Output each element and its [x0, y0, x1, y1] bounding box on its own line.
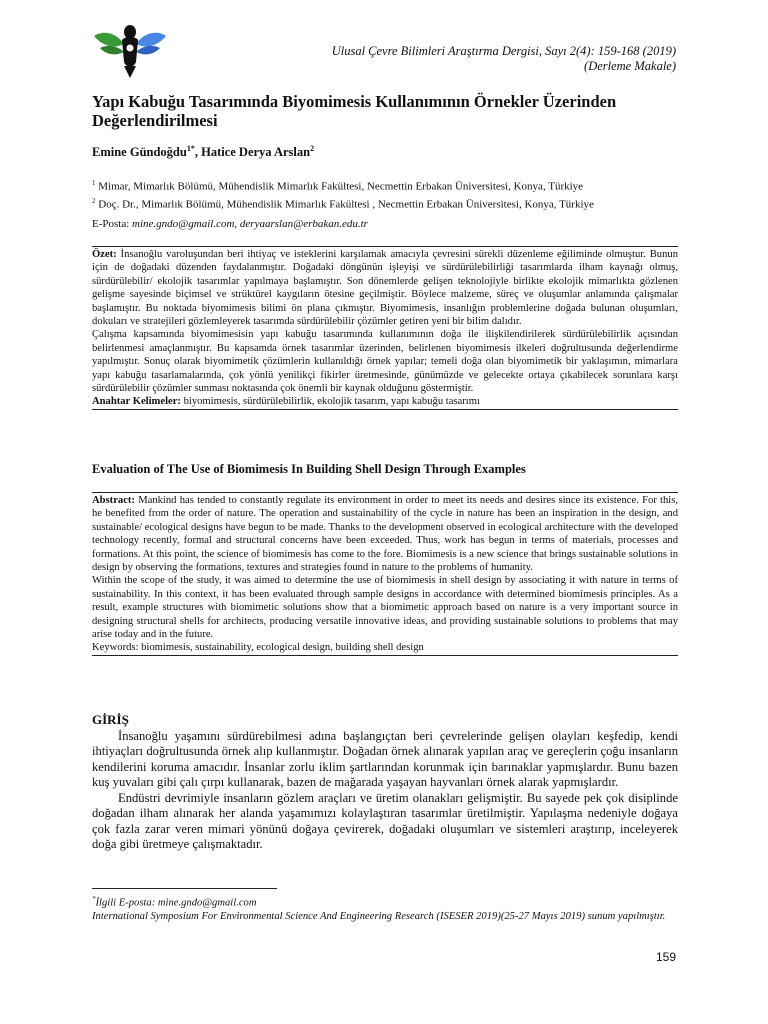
affiliation-text: Doç. Dr., Mimarlık Bölümü, Mühendislik Mimarlık Fakültesi , Necmettin Erbakan Üniversitesi, Konya, Türkiye	[98, 198, 594, 211]
footnote-rule	[92, 888, 277, 889]
authors	[92, 144, 314, 160]
affiliation-text: Mimar, Mimarlık Bölümü, Mühendislik Mimarlık Fakültesi, Necmettin Erbakan Üniversitesi, Konya, Türkiye	[98, 180, 584, 193]
author-name: Hatice Derya Arslan	[201, 145, 311, 160]
abstract-label: Özet:	[92, 249, 117, 260]
footnote	[92, 893, 678, 923]
affiliation-number: 1	[92, 179, 96, 187]
article-type: (Derleme Makale)	[584, 59, 676, 73]
journal-logo	[90, 22, 170, 80]
body-paragraph: Endüstri devrimiyle insanların gözlem araçları ve üretim olanakları gelişmiştir. Bu sayede pek çok disiplinde doğadan ilham alınarak her alanda yaşamımızı kolaylaştıran tasarımlar üretilmiştir. Yapılaşma nedeniyle doğaya çok fazla zarar veren mimari yönünü doğaya çevirerek, doğadaki oluşumları ve sistemleri araştırıp, inceleyerek doğa gibi üretmeye çalışmaktadır.	[92, 790, 678, 851]
paper-title: Yapı Kabuğu Tasarımında Biyomimesis Kullanımının Örnekler Üzerinden Değerlendirilmesi	[92, 92, 617, 130]
page-number: 159	[655, 950, 676, 964]
email-line	[92, 218, 368, 230]
footnote-email	[92, 893, 678, 910]
affiliation-line	[92, 176, 682, 194]
email-label: E-Posta:	[92, 218, 133, 230]
english-abstract	[92, 492, 678, 656]
author-name: Emine Gündoğdu	[92, 145, 187, 160]
introduction-section	[92, 712, 678, 853]
abstract-label: Abstract:	[92, 495, 135, 506]
keywords-label: Anahtar Kelimeler:	[92, 396, 181, 408]
abstract-paragraph: Within the scope of the study, it was aimed to determine the use of biomimesis in shell design by associating it with nature in terms of sustainability. In this context, it has been evaluated through sample designs in accordance with determined biomimesis principles. As a result, example structures with biomimetic solutions show that a biomimetic approach based on nature is a very important source in designing structural shells for architects, producing versatile innovative ideas, and providing sustainable solutions to problems that may arise today and in the future.	[92, 575, 678, 641]
affiliation-number: 2	[92, 196, 96, 205]
keywords-text: biyomimesis, sürdürülebilirlik, ekolojik tasarım, yapı kabuğu tasarımı	[180, 396, 480, 408]
email-addresses: mine.gndo@gmail.com, deryaarslan@erbakan.edu.tr	[132, 218, 368, 230]
author-superscript: 1*	[186, 144, 195, 153]
author-separator: ,	[194, 145, 202, 160]
abstract-paragraph	[92, 248, 678, 328]
body-paragraph: İnsanoğlu yaşamını sürdürebilmesi adına başlangıçtan beri çevrelerinde gelişen olayları keşfedip, kendi ihtiyaçları doğrultusunda örnek alıp kullanmıştır. Doğadan örnek alınarak yapılan araç ve gereçlerin çoğu insanların kendilerini koruma amacıdır. İnsanlar zorlu iklim şartlarından korunmak için barınaklar yapmışlardır. Bunu bazen kuş yuvaları gibi çalı çırpı kullanarak, bazen de mağarada yaşayan hayvanları örnek alarak yapmışlardır.	[92, 728, 678, 789]
affiliation-line	[92, 194, 682, 212]
abstract-paragraph: Çalışma kapsamında biyomimesisin yapı kabuğu tasarımında kullanımının doğa ile ilişkilendirilerek sürdürülebilirlik açısından belirlenmesi amaçlanmıştır. Bu kapsamda örnek tasarımlar üzerinden, belirlenen biyomimesis ilkeleri doğrultusunda değerlendirme yapılmıştır. Sonuç olarak biyomimetik çözümlerin kullanıldığı örnek yapılar; temeli doğa olan biyomimetik bir yaklaşımın, mimarlara yapı kabuğu tasarlamalarında, çok yönlü yenilikçi fikirler üretmesinde, günümüzde ve gelecekte ortaya çıkabilecek sorunlara karşı sürdürülebilir çözümler sunması noktasında çok önemli bir kaynak olduğunu göstermiştir.	[92, 329, 678, 395]
abstract-paragraph	[92, 494, 678, 574]
affiliations	[92, 176, 682, 211]
turkish-abstract	[92, 246, 678, 410]
section-heading: GİRİŞ	[92, 712, 129, 727]
keywords-line: Keywords: biomimesis, sustainability, ecological design, building shell design	[92, 642, 424, 654]
footnote-symposium: International Symposium For Environmental Science And Engineering Research (ISESER 2019)(25-27 Mayıs 2019) sunum yapılmıştır.	[92, 910, 666, 922]
footnote-email-text: İlgili E-posta: mine.gndo@gmail.com	[95, 897, 257, 909]
keywords-line	[92, 395, 678, 408]
author-superscript: 2	[310, 144, 315, 153]
footnote-marker: *	[92, 895, 96, 903]
journal-header	[246, 44, 676, 74]
journal-citation: Ulusal Çevre Bilimleri Araştırma Dergisi, Sayı 2(4): 159-168 (2019)	[331, 44, 676, 58]
abstract-text: İnsanoğlu varoluşundan beri ihtiyaç ve isteklerini karşılamak amacıyla çevresini sürekli düzenleme eğiliminde olmuştur. Bunun için de doğadaki düzenden faydalanmıştır. Doğadaki döngünün işleyişi ve sürdürülebilirliği tasarımlarda ilham kaynağı olmuş, sürdürülebilir/ ekolojik tasarımlar yapılmaya başlamıştır. Son dönemlerde gelişen teknolojiyle birlikte ekolojik mimarlıkta gözlenen gelişme sayesinde biçimsel ve strüktürel kaygıların ötesine geçilmiştir. Böylece malzeme, süreç ve oluşumlar anlamında çalışmalar başlamıştır. Bu noktada biyomimesis bilimi ön plana çıkmıştır. Biyomimesis, insanlığın problemlerine doğada bulunan oluşumları, dokuları ve stratejileri gözlemleyerek tasarımda sürdürülebilir çözümler getiren yeni bir bilim dalıdır.	[92, 249, 678, 328]
abstract-text: Mankind has tended to constantly regulate its environment in order to meet its needs and desires since its existence. For this, he benefited from the order of nature. The operation and sustainability of the cycle in nature has been an inspiration in the design, and sustainable/ ecological designs have begun to be made. Thanks to the development observed in ecological architecture with the developed technology recently, formal and structural concerns have been exceeded. Thus, work has begun in terms of materials, processes and formations. At this point, the science of biomimesis has come to the fore. Biomimesis is a new science that brings sustainable solutions in design by observing the formations, textures and strategies found in nature to the problems of humanity.	[92, 495, 678, 574]
english-title: Evaluation of The Use of Biomimesis In Building Shell Design Through Examples	[92, 462, 526, 476]
